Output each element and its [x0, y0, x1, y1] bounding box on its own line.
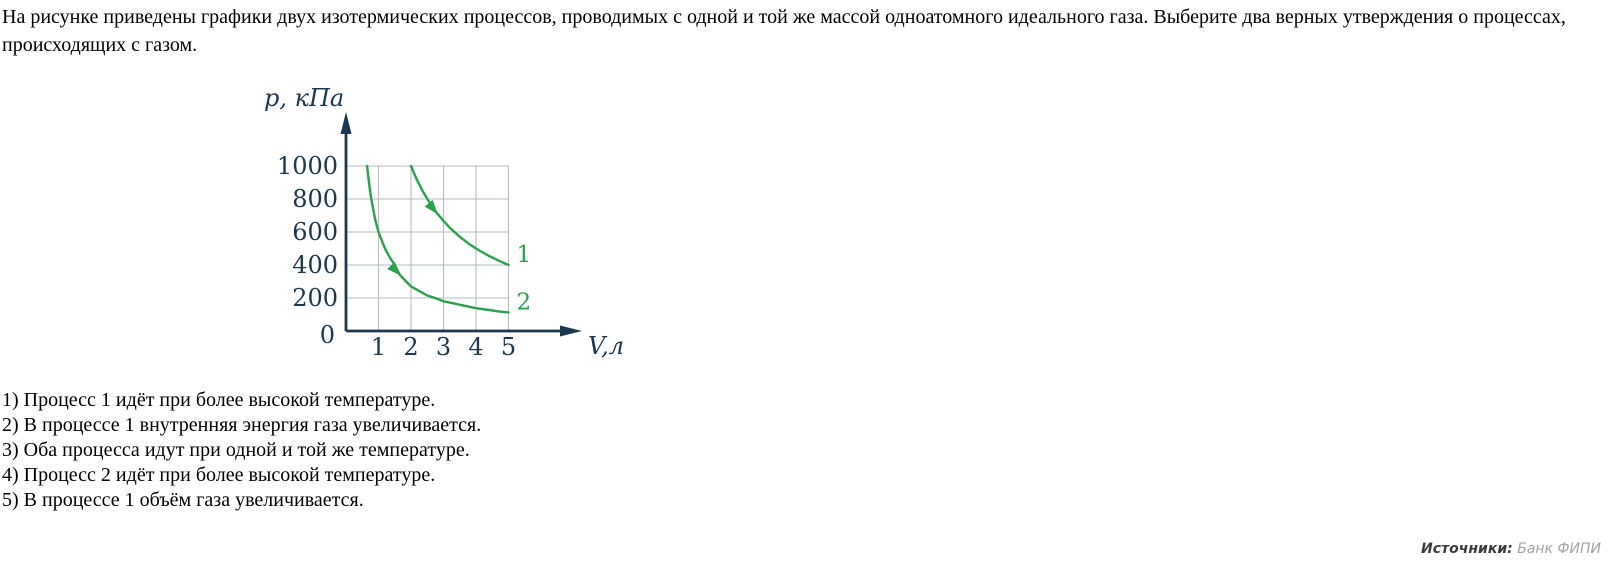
y-tick-label: 1000 [276, 152, 338, 180]
x-axis-label: V,л [588, 332, 625, 360]
x-tick-label: 1 [370, 333, 387, 361]
option-item-2: 2) В процессе 1 внутренняя энергия газа увеличивается. [2, 414, 482, 436]
y-tick-label: 200 [292, 284, 338, 312]
curve-label-1: 1 [516, 242, 532, 268]
y-tick-label: 400 [292, 251, 338, 279]
pv-diagram-svg [250, 78, 650, 373]
source-link[interactable]: Банк ФИПИ [1517, 541, 1601, 557]
x-axis-arrow-icon [560, 326, 582, 337]
problem-statement: На рисунке приведены графики двух изотермических процессов, проводимых с одной и той же массой одноатомного идеального газа. Выберите два верных утверждения о процессах, происходящих с газом. [2, 6, 1566, 56]
option-item-3: 3) Оба процесса идут при одной и той же температуре. [2, 439, 470, 461]
isotherm-curve-2 [367, 166, 508, 312]
source-line [1421, 541, 1601, 557]
isotherm-curve-1 [411, 166, 509, 265]
y-axis-label: p, кПа [264, 84, 345, 112]
options-list [2, 388, 481, 513]
option-item-5: 5) В процессе 1 объём газа увеличивается. [2, 489, 364, 511]
y-axis-arrow-icon [341, 112, 352, 134]
pv-chart [250, 78, 650, 373]
curve-label-2: 2 [516, 289, 532, 316]
y-tick-label: 800 [292, 185, 338, 213]
option-item-4: 4) Процесс 2 идёт при более высокой температуре. [2, 464, 436, 486]
origin-tick-label: 0 [319, 321, 335, 349]
x-tick-label: 3 [435, 333, 452, 361]
x-tick-label: 2 [403, 333, 419, 361]
x-tick-label: 4 [468, 333, 484, 361]
option-item-1: 1) Процесс 1 идёт при более высокой температуре. [2, 389, 436, 411]
source-label: Источники: [1421, 541, 1513, 557]
y-tick-label: 600 [292, 218, 338, 246]
x-tick-label: 5 [500, 333, 517, 361]
